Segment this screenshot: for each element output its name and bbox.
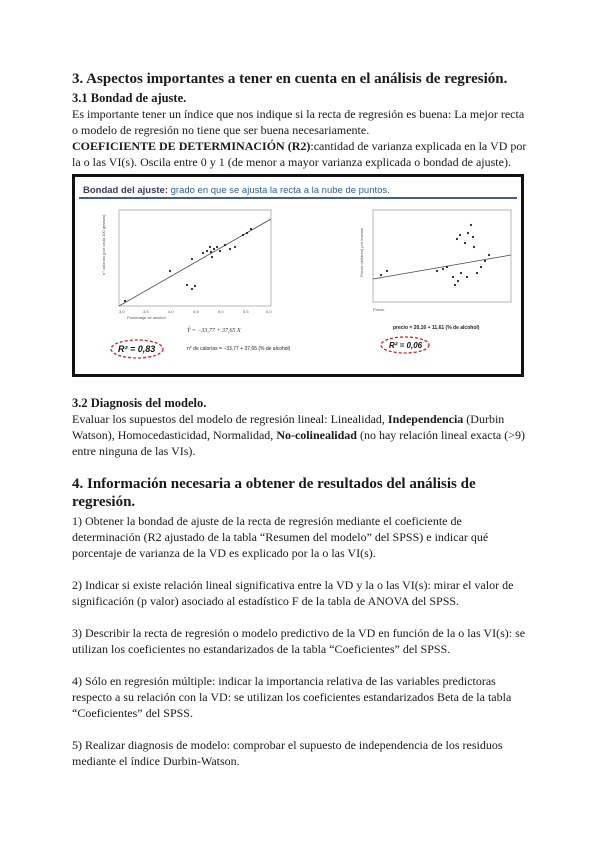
left-ylabel: n° calorías (por cada 100 gramos)	[101, 214, 106, 275]
right-scatter-plot	[359, 210, 511, 353]
data-point	[473, 246, 475, 248]
data-point	[209, 246, 211, 248]
data-point	[224, 244, 226, 246]
section-3-heading: 3. Aspectos importantes a tener en cuenta en el análisis de regresión.	[72, 71, 508, 87]
list-item: 2) Indicar si existe relación lineal significativa entre la VD y la o las VI(s): mirar el valor de significación (p valor) asociado al estadístico F de la tabla de ANOVA del SPSS.	[72, 578, 514, 608]
data-point	[476, 272, 478, 274]
data-point	[229, 248, 231, 250]
data-point	[194, 285, 196, 287]
sub2-text-2: (Durbin Watson), Homocedasticidad, Normalidad,	[72, 412, 505, 442]
sub2-bold-2: No-colinealidad	[276, 428, 357, 442]
section-3-1-paragraph: Es importante tener un índice que nos indique si la recta de regresión es buena: La mejor recta o modelo de regresión no tiene que ser buena necesariamente.	[72, 107, 525, 137]
right-regression-line	[373, 255, 511, 279]
list-item: 4) Sólo en regresión múltiple: indicar la importancia relativa de las variables predictoras respecto a su relación con la VD: se utilizan los coeficientes estandarizados Beta de la tabla “Coeficientes” del SPSS.	[72, 674, 512, 720]
section-4-heading: 4. Información necesaria a obtener de resultados del análisis de regresión.	[72, 476, 476, 510]
data-point	[480, 266, 482, 268]
data-point	[186, 284, 188, 286]
goodness-of-fit-figure	[72, 174, 524, 377]
section-3-1-heading: 3.1 Bondad de ajuste.	[72, 91, 187, 105]
data-point	[202, 252, 204, 254]
left-equation2: n° de calorías = −33,77 + 37,65 (% de alcohol)	[187, 346, 291, 352]
left-xticks	[119, 309, 272, 314]
left-scatter-plot	[101, 210, 291, 358]
data-point	[470, 224, 472, 226]
data-point	[484, 260, 486, 262]
data-point	[442, 268, 444, 270]
coefficient-paragraph	[72, 138, 528, 170]
left-xtick: 6,0	[266, 309, 272, 314]
data-point	[456, 238, 458, 240]
document-page	[72, 70, 528, 785]
data-point	[457, 280, 459, 282]
data-point	[466, 276, 468, 278]
left-equation: Ŷ = −33,77 + 37,65 X	[187, 328, 241, 334]
right-plot-frame	[373, 210, 511, 302]
data-point	[250, 228, 252, 230]
list-item: 1) Obtener la bondad de ajuste de la recta de regresión mediante el coeficiente de determinación (R2 ajustado de la tabla “Resumen del modelo” del SPSS) e indicar qué porcentaje de varianza de la VD es explicado por la o las VI(s).	[72, 514, 489, 560]
right-equation: precio = 20,16 + 11,61 (% de alcohol)	[393, 325, 480, 331]
list-item: 5) Realizar diagnosis de modelo: comprobar el supuesto de independencia de los residuos mediante el índice Durbin-Watson.	[72, 738, 503, 768]
data-point	[386, 270, 388, 272]
coefficient-text: :cantidad de varianza explicada en la VD por la o las VI(s). Oscila entre 0 y 1 (de menor a mayor varianza explicada o bondad de ajuste).	[72, 139, 527, 169]
data-point	[191, 258, 193, 260]
section-3-2-heading: 3.2 Diagnosis del modelo.	[72, 396, 207, 410]
list-item: 3) Describir la recta de regresión o modelo predictivo de la VD en función de la o las VI(s): se utilizan los coeficientes no estandarizados de la tabla “Coeficientes” del SPSS.	[72, 626, 526, 656]
data-point	[169, 270, 171, 272]
figure-plots	[75, 177, 521, 374]
data-point	[454, 284, 456, 286]
section-4-list	[72, 513, 528, 769]
figure-header-bold: Bondad del ajuste:	[83, 185, 168, 196]
data-point	[234, 246, 236, 248]
left-xtick: 5,0	[218, 309, 224, 314]
data-point	[452, 276, 454, 278]
data-point	[216, 246, 218, 248]
left-xtick: 3,0	[119, 309, 125, 314]
data-point	[124, 300, 126, 302]
data-point	[459, 234, 461, 236]
data-point	[206, 250, 208, 252]
left-xtick: 5,5	[243, 309, 249, 314]
data-point	[219, 250, 221, 252]
data-point	[191, 288, 193, 290]
right-points	[380, 224, 490, 286]
data-point	[467, 232, 469, 234]
coefficient-label: COEFICIENTE DE DETERMINACIÓN (R2)	[72, 139, 311, 153]
section-3-2-paragraph	[72, 411, 528, 459]
figure-header-text: grado en que se ajusta la recta a la nube de puntos.	[167, 185, 390, 196]
left-xtick: 3,5	[143, 309, 149, 314]
left-xtick: 4,0	[168, 309, 174, 314]
data-point	[380, 274, 382, 276]
sub2-text-3: (no hay relación lineal exacta (>9) entre ninguna de las VIs).	[72, 428, 526, 458]
sub2-bold-1: Independencia	[387, 412, 464, 426]
data-point	[210, 251, 212, 253]
right-r2: R² = 0,06	[389, 341, 423, 350]
left-points	[124, 228, 252, 302]
data-point	[446, 266, 448, 268]
data-point	[464, 242, 466, 244]
left-regression-line	[119, 219, 271, 306]
left-xtick: 4,5	[193, 309, 199, 314]
sub2-text-1: Evaluar los supuestos del modelo de regresión lineal: Linealidad,	[72, 412, 388, 426]
data-point	[211, 256, 213, 258]
data-point	[460, 272, 462, 274]
data-point	[488, 254, 490, 256]
right-ylabel: Precio (dólares) por envase	[359, 227, 364, 277]
left-r2: R² = 0,83	[118, 344, 156, 354]
left-xlabel: Porcentaje de alcohol	[127, 315, 166, 320]
data-point	[436, 270, 438, 272]
data-point	[472, 236, 474, 238]
data-point	[242, 234, 244, 236]
data-point	[246, 232, 248, 234]
left-plot-frame	[119, 210, 271, 306]
data-point	[213, 248, 215, 250]
right-xlabel: Precio	[373, 307, 385, 312]
